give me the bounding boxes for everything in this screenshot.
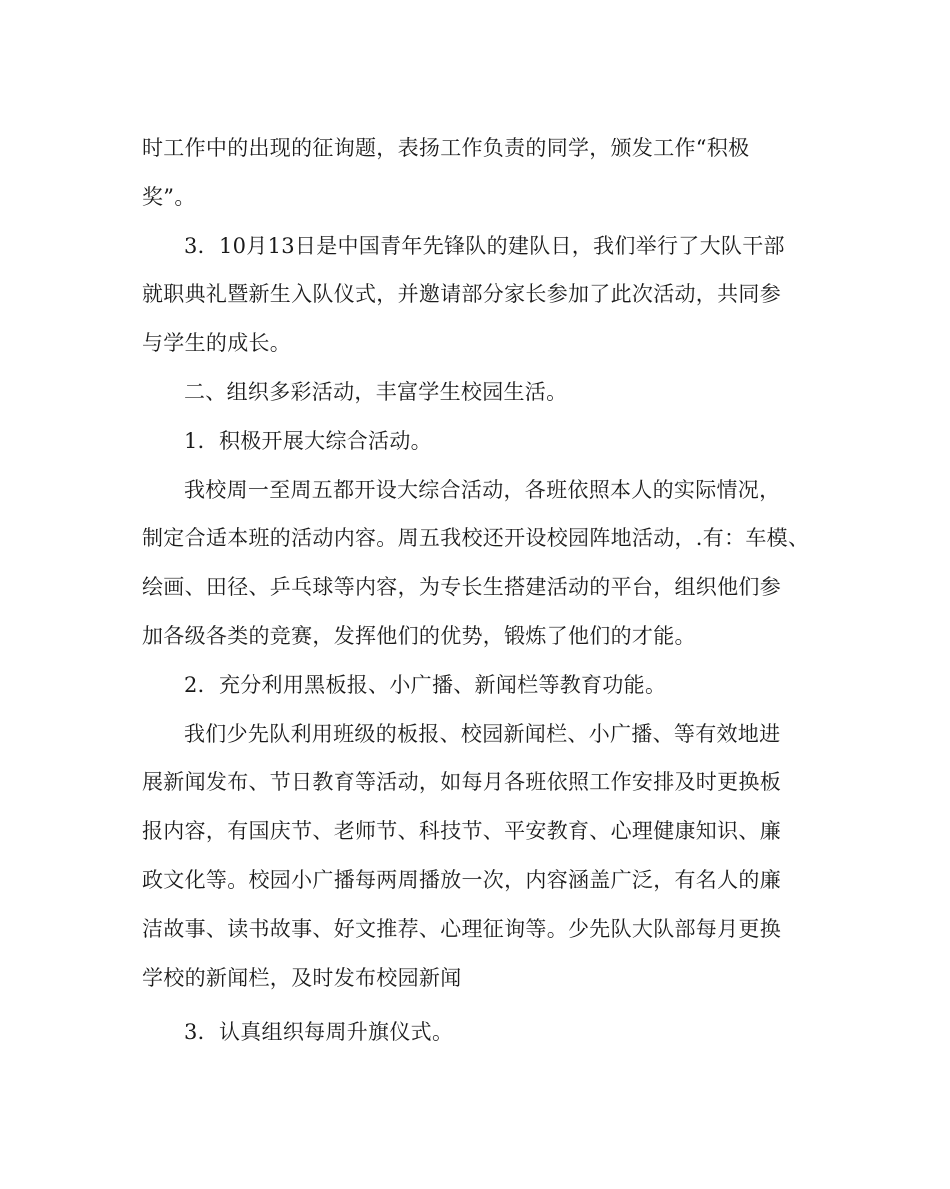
text-line: 洁故事、读书故事、好文推荐、心理征询等。少先队大队部每月更换 — [142, 916, 781, 941]
text-line: 政文化等。校园小广播每两周播放一次，内容涵盖广泛，有名人的廉 — [142, 867, 781, 892]
document-body — [142, 124, 832, 1057]
paragraph-start-line: 3．10月13日是中国青年先锋队的建队日，我们举行了大队干部 — [184, 233, 785, 258]
text-line: 时工作中的出现的征询题，表扬工作负责的同学，颁发工作“积极 — [142, 136, 750, 160]
text-line: 绘画、田径、乒乓球等内容，为专长生搭建活动的平台，组织他们参 — [142, 575, 781, 600]
subsection-heading: 3．认真组织每周升旗仪式。 — [184, 1020, 454, 1045]
text-line: 奖”。 — [142, 184, 196, 209]
section-heading: 二、组织多彩活动，丰富学生校园生活。 — [184, 379, 568, 404]
text-line: 与学生的成长。 — [142, 331, 292, 356]
text-line: 加各级各类的竞赛，发挥他们的优势，锻炼了他们的才能。 — [142, 623, 696, 648]
subsection-heading: 1．积极开展大综合活动。 — [184, 428, 432, 453]
text-line: 学校的新闻栏，及时发布校园新闻 — [142, 965, 462, 990]
text-line: 就职典礼暨新生入队仪式，并邀请部分家长参加了此次活动，共同参 — [142, 282, 781, 307]
text-line: 报内容，有国庆节、老师节、科技节、平安教育、心理健康知识、廉 — [142, 819, 781, 844]
paragraph-start-line: 我校周一至周五都开设大综合活动，各班依照本人的实际情况， — [184, 477, 781, 502]
text-line: 制定合适本班的活动内容。周五我校还开设校园阵地活动，.有：车模、 — [142, 526, 810, 551]
text-line: 展新闻发布、节日教育等活动，如每月各班依照工作安排及时更换板 — [142, 770, 781, 795]
paragraph-start-line: 我们少先队利用班级的板报、校园新闻栏、小广播、等有效地进 — [184, 721, 781, 746]
subsection-heading: 2．充分利用黑板报、小广播、新闻栏等教育功能。 — [184, 672, 667, 697]
